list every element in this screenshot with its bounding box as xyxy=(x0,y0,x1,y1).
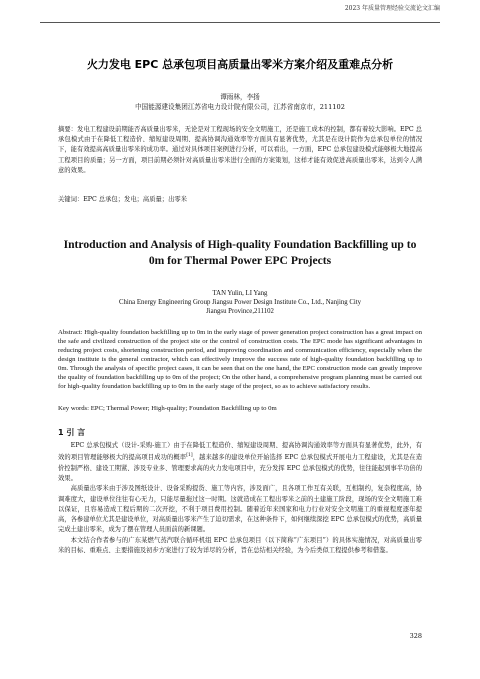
chinese-keywords: 关键词：EPC 总承包；发电；高质量；出零米 xyxy=(58,196,187,203)
chinese-title: 火力发电 EPC 总承包项目高质量出零米方案介绍及重难点分析 xyxy=(86,58,394,71)
paragraph-2: 高质量出零米由于涉及图纸设计、设备采购提货、施工等内容，涉及面广，且各项工作互有关联，互相制约，复杂程度高，协调难度大，建设单位往往有心无力，只能尽量拖过这一时期。这就造成在工程出零米之前的土建施工阶段，现场的安全文明施工难以保证，且容易造成工程后期的二次开挖，不利于项目费用控制。随着近年来国家和电力行业对安全文明施工的重视程度逐年提高，各参建单位尤其是建设单位，对高质量出零米产生了迫切需求，在这种条件下，如何继续深挖 EPC 总承包模式的优势，高质量完成土建出零米，成为了摆在管理人员面前的新课题。 xyxy=(58,485,422,534)
english-title: Introduction and Analysis of High-quality Foundation Backfilling up to 0m for Thermal Power EPC Projects xyxy=(63,238,417,267)
paragraph-3: 本文结合作者参与的广东某燃气蒸汽联合循环机组 EPC 总承包项目（以下简称“广东项目”）的具体实施情况，对高质量出零米的目标、重难点、主要措施及初步方案进行了较为详尽的分析，旨在总结相关经验，为今后类似工程提供参考和借鉴。 xyxy=(58,536,422,555)
chinese-abstract: 摘要：发电工程建设前期能否高质量出零米，无论是对工程现场的安全文明施工，还是施工成本的控制，都有着较大影响。EPC 总承包模式由于在降低工程造价、缩短建设周期、提高协调沟通效率等方面具有显著优势，尤其是在设计院作为总承包单位的情况下，能有效提高高质量出零米的成功率。通过对具体项目案例进行分析，可以看出，一方面，EPC 总承包建设模式能够极大地提高工程项目的质量；另一方面，项目前期必须针对高质量出零米进行全面的方案策划，这样才能有效促进高质量出零米，达到令人满意的效果。 xyxy=(58,126,422,174)
introduction-body xyxy=(58,441,422,556)
english-affiliation-line2: Jiangsu Province,211102 xyxy=(206,308,274,315)
paragraph-1-text: EPC 总承包模式（设计-采购-施工）由于在降低工程造价、缩短建设周期、提高协调沟通效率等方面具有显著优势，此外，有效的项目管理能够极大的提高项目成功的概率 xyxy=(58,442,422,462)
english-keywords: Key words: EPC; Thermal Power; High-quality; Foundation Backfilling up to 0m xyxy=(58,405,277,412)
paragraph-1 xyxy=(58,441,422,484)
chinese-affiliation: 中国能源建设集团江苏省电力设计院有限公司，江苏省南京市，211102 xyxy=(135,103,345,111)
citation-ref[interactable]: [1] xyxy=(186,453,193,459)
header-rule xyxy=(40,12,440,23)
chinese-authors: 谭雨林，李扬 xyxy=(220,93,260,101)
page-number: 328 xyxy=(409,632,422,640)
running-head: 2023 年质量管理经验交流论文汇编 xyxy=(344,5,440,12)
english-affiliation-line1: China Energy Engineering Group Jiangsu Power Design Institute Co., Ltd., Nanjing City xyxy=(118,299,362,306)
english-abstract: Abstract: High-quality foundation backfilling up to 0m in the early stage of power generation project construction has a great impact on the safe and civilized construction of the project site or the control of construction costs. The EPC mode has significant advantages in reducing project costs, shortening construction period, and improving coordination and communication efficiency, especially when the design institute is the general contractor, which can effectively improve the success rate of high-quality foundation backfilling up to 0m. Through the analysis of specific project cases, it can be seen that on the one hand, the EPC construction mode can greatly improve the quality of foundation backfilling up to 0m of the project; On the other hand, a comprehensive program planning must be carried out for high-quality foundation backfilling up to 0m in the early stage of the project, so as to achieve satisfactory results. xyxy=(58,329,422,391)
section-heading-introduction: 1 引 言 xyxy=(58,428,86,437)
english-authors: TAN Yulin, LI Yang xyxy=(212,290,268,297)
paragraph-1-tail: ，越来越多的建设单位开始选择 EPC 总承包模式开展电力工程建设，尤其是在造价控制严格、建设工期紧、涉及专业多、管理要求高的火力发电项目中，充分发挥 EPC 总承包模式的优势，往往能起到事半功倍的效果。 xyxy=(58,454,423,482)
